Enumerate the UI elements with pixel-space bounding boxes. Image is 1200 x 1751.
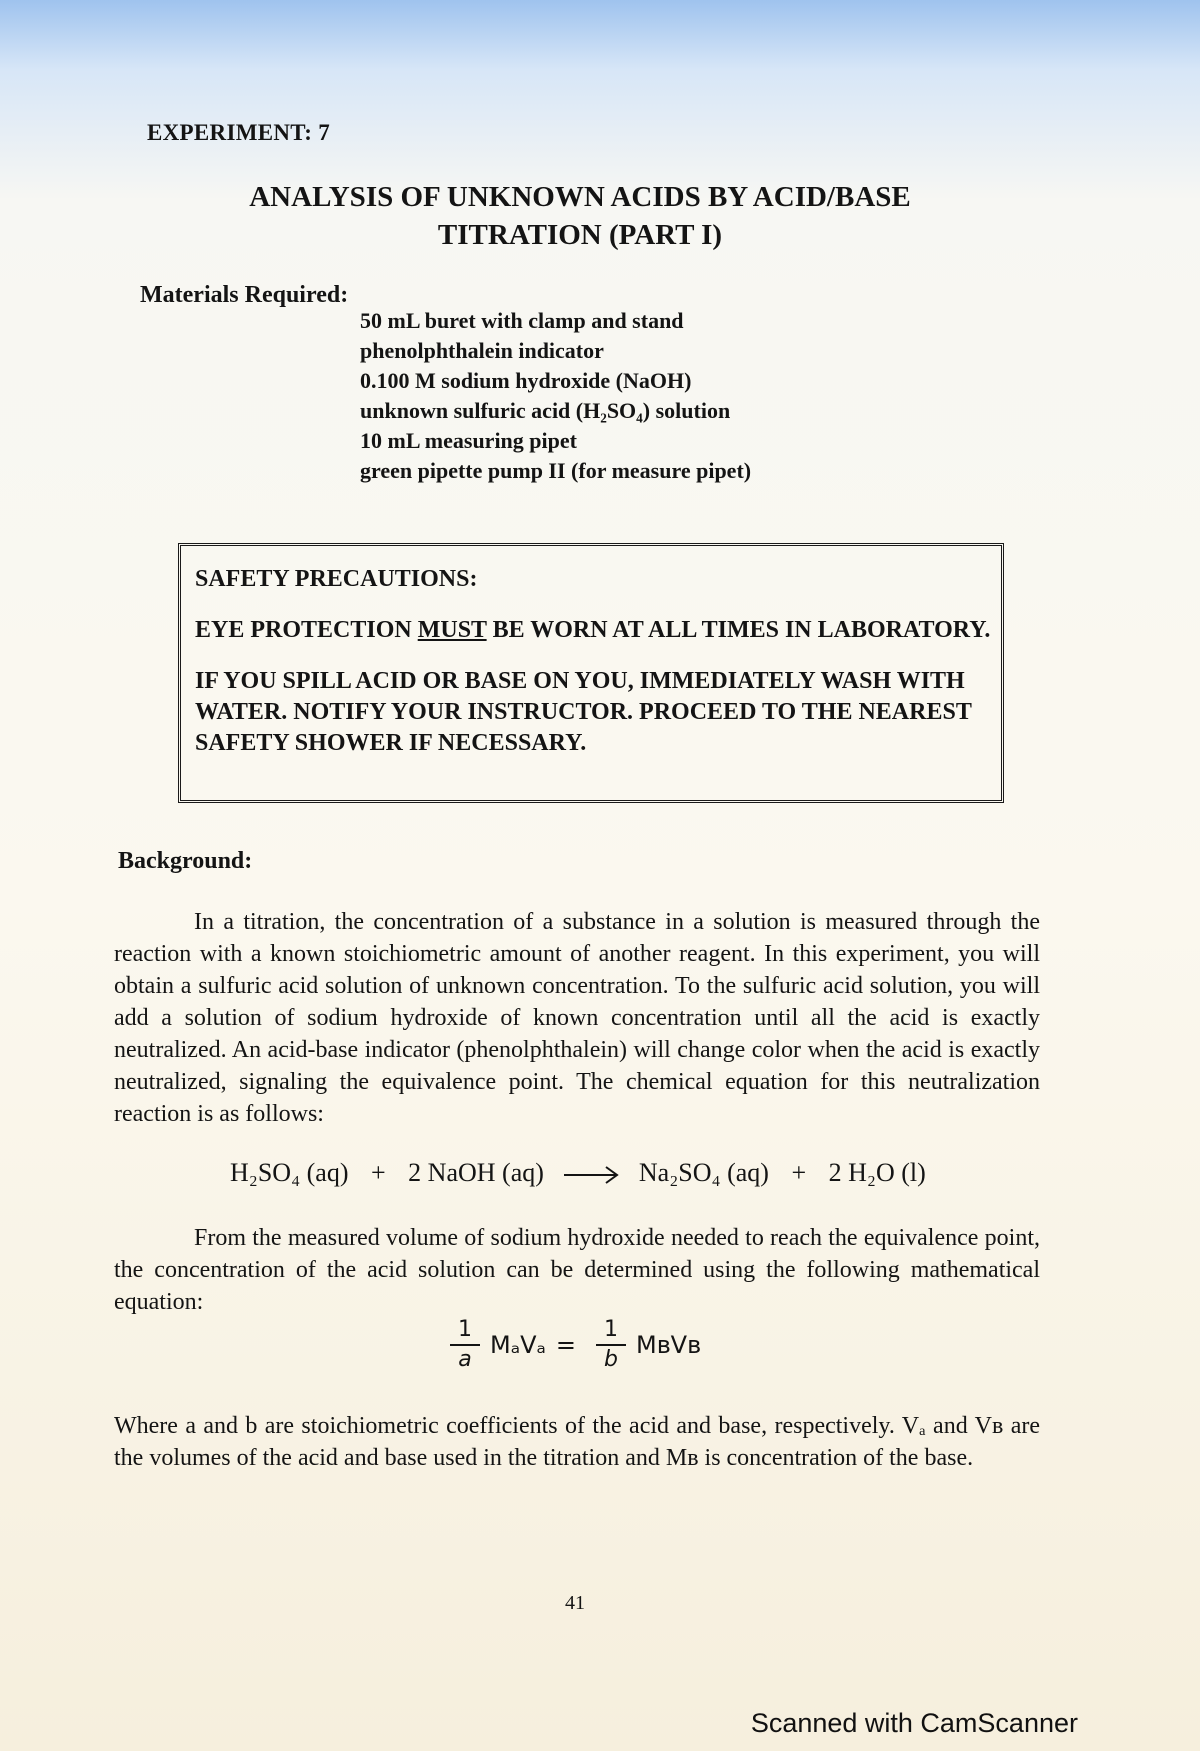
- fraction-left: [450, 1316, 480, 1374]
- eye-text-pre: EYE PROTECTION: [195, 617, 418, 643]
- eye-text-post: BE WORN AT ALL TIMES IN LABORATORY.: [486, 617, 991, 643]
- paragraph-text: Where a and b are stoichiometric coefficients of the acid and base, respectively. Vₐ and Vʙ are the volumes of the acid and base used in the titration and Mʙ is concentration of the base.: [114, 1413, 1040, 1471]
- safety-heading: SAFETY PRECAUTIONS:: [195, 566, 478, 592]
- safety-spill: IF YOU SPILL ACID OR BASE ON YOU, IMMEDIATELY WASH WITH WATER. NOTIFY YOUR INSTRUCTOR. PROCEED TO THE NEAREST SAFETY SHOWER IF NECESSARY.: [195, 668, 972, 756]
- product-2: 2 H₂O (l): [828, 1158, 926, 1187]
- background-paragraph-1: [114, 906, 1040, 1130]
- scanner-watermark: Scanned with CamScanner: [750, 1708, 1078, 1738]
- reactant-2: 2 NaOH (aq): [408, 1158, 544, 1187]
- reaction-arrow-icon: [562, 1164, 620, 1186]
- title-line-1: ANALYSIS OF UNKNOWN ACIDS BY ACID/BASE: [249, 181, 911, 213]
- paragraph-text: In a titration, the concentration of a substance in a solution is measured through the reaction with a known stoichiometric amount of another reagent. In this experiment, you will obtain a sulfuric acid solution of unknown concentration. To the sulfuric acid solution, you will add a solution of sodium hydroxide of known concentration until all the acid is exactly neutralized. An acid-base indicator (phenolphthalein) will change color when the acid is exactly neutralized, signaling the equivalence point. The chemical equation for this neutralization reaction is as follows:: [114, 909, 1040, 1127]
- materials-heading: Materials Required:: [140, 282, 349, 308]
- materials-item: phenolphthalein indicator: [360, 338, 604, 363]
- materials-item: 10 mL measuring pipet: [360, 428, 577, 453]
- safety-eye-protection: [195, 615, 991, 646]
- background-heading: Background:: [118, 848, 253, 874]
- fraction-numerator: 1: [596, 1316, 626, 1346]
- fraction-right: [596, 1316, 626, 1374]
- product-1: Na₂SO₄ (aq): [638, 1158, 769, 1187]
- fraction-denominator: b: [604, 1347, 619, 1372]
- title-line-2: TITRATION (PART I): [437, 219, 723, 251]
- page-number: 41: [565, 1592, 585, 1614]
- chemical-equation: [230, 1158, 942, 1188]
- base-term: MʙVʙ: [636, 1331, 701, 1359]
- materials-item: 50 mL buret with clamp and stand: [360, 308, 684, 333]
- fraction-numerator: 1: [450, 1316, 480, 1346]
- page-title: [200, 178, 960, 254]
- paragraph-text: From the measured volume of sodium hydroxide needed to reach the equivalence point, the concentration of the acid solution can be determined using the following mathematical equation:: [114, 1225, 1040, 1315]
- must-emphasis: MUST: [417, 617, 487, 643]
- experiment-label: EXPERIMENT: 7: [147, 120, 331, 145]
- plus-sign: +: [371, 1158, 386, 1187]
- equals-sign: =: [555, 1331, 577, 1359]
- fraction-denominator: a: [458, 1347, 472, 1372]
- materials-item: green pipette pump II (for measure pipet): [360, 458, 752, 483]
- acid-term: MₐVₐ: [490, 1331, 546, 1359]
- titration-formula: [440, 1316, 701, 1374]
- materials-item: unknown sulfuric acid (H₂SO₄) solution: [360, 398, 731, 423]
- background-paragraph-2: [114, 1222, 1040, 1318]
- background-paragraph-3: [114, 1410, 1040, 1474]
- reactant-1: H₂SO₄ (aq): [230, 1158, 349, 1187]
- safety-box: [178, 543, 1004, 803]
- plus-sign: +: [791, 1158, 807, 1187]
- materials-list: [360, 306, 751, 486]
- materials-item: 0.100 M sodium hydroxide (NaOH): [360, 368, 692, 393]
